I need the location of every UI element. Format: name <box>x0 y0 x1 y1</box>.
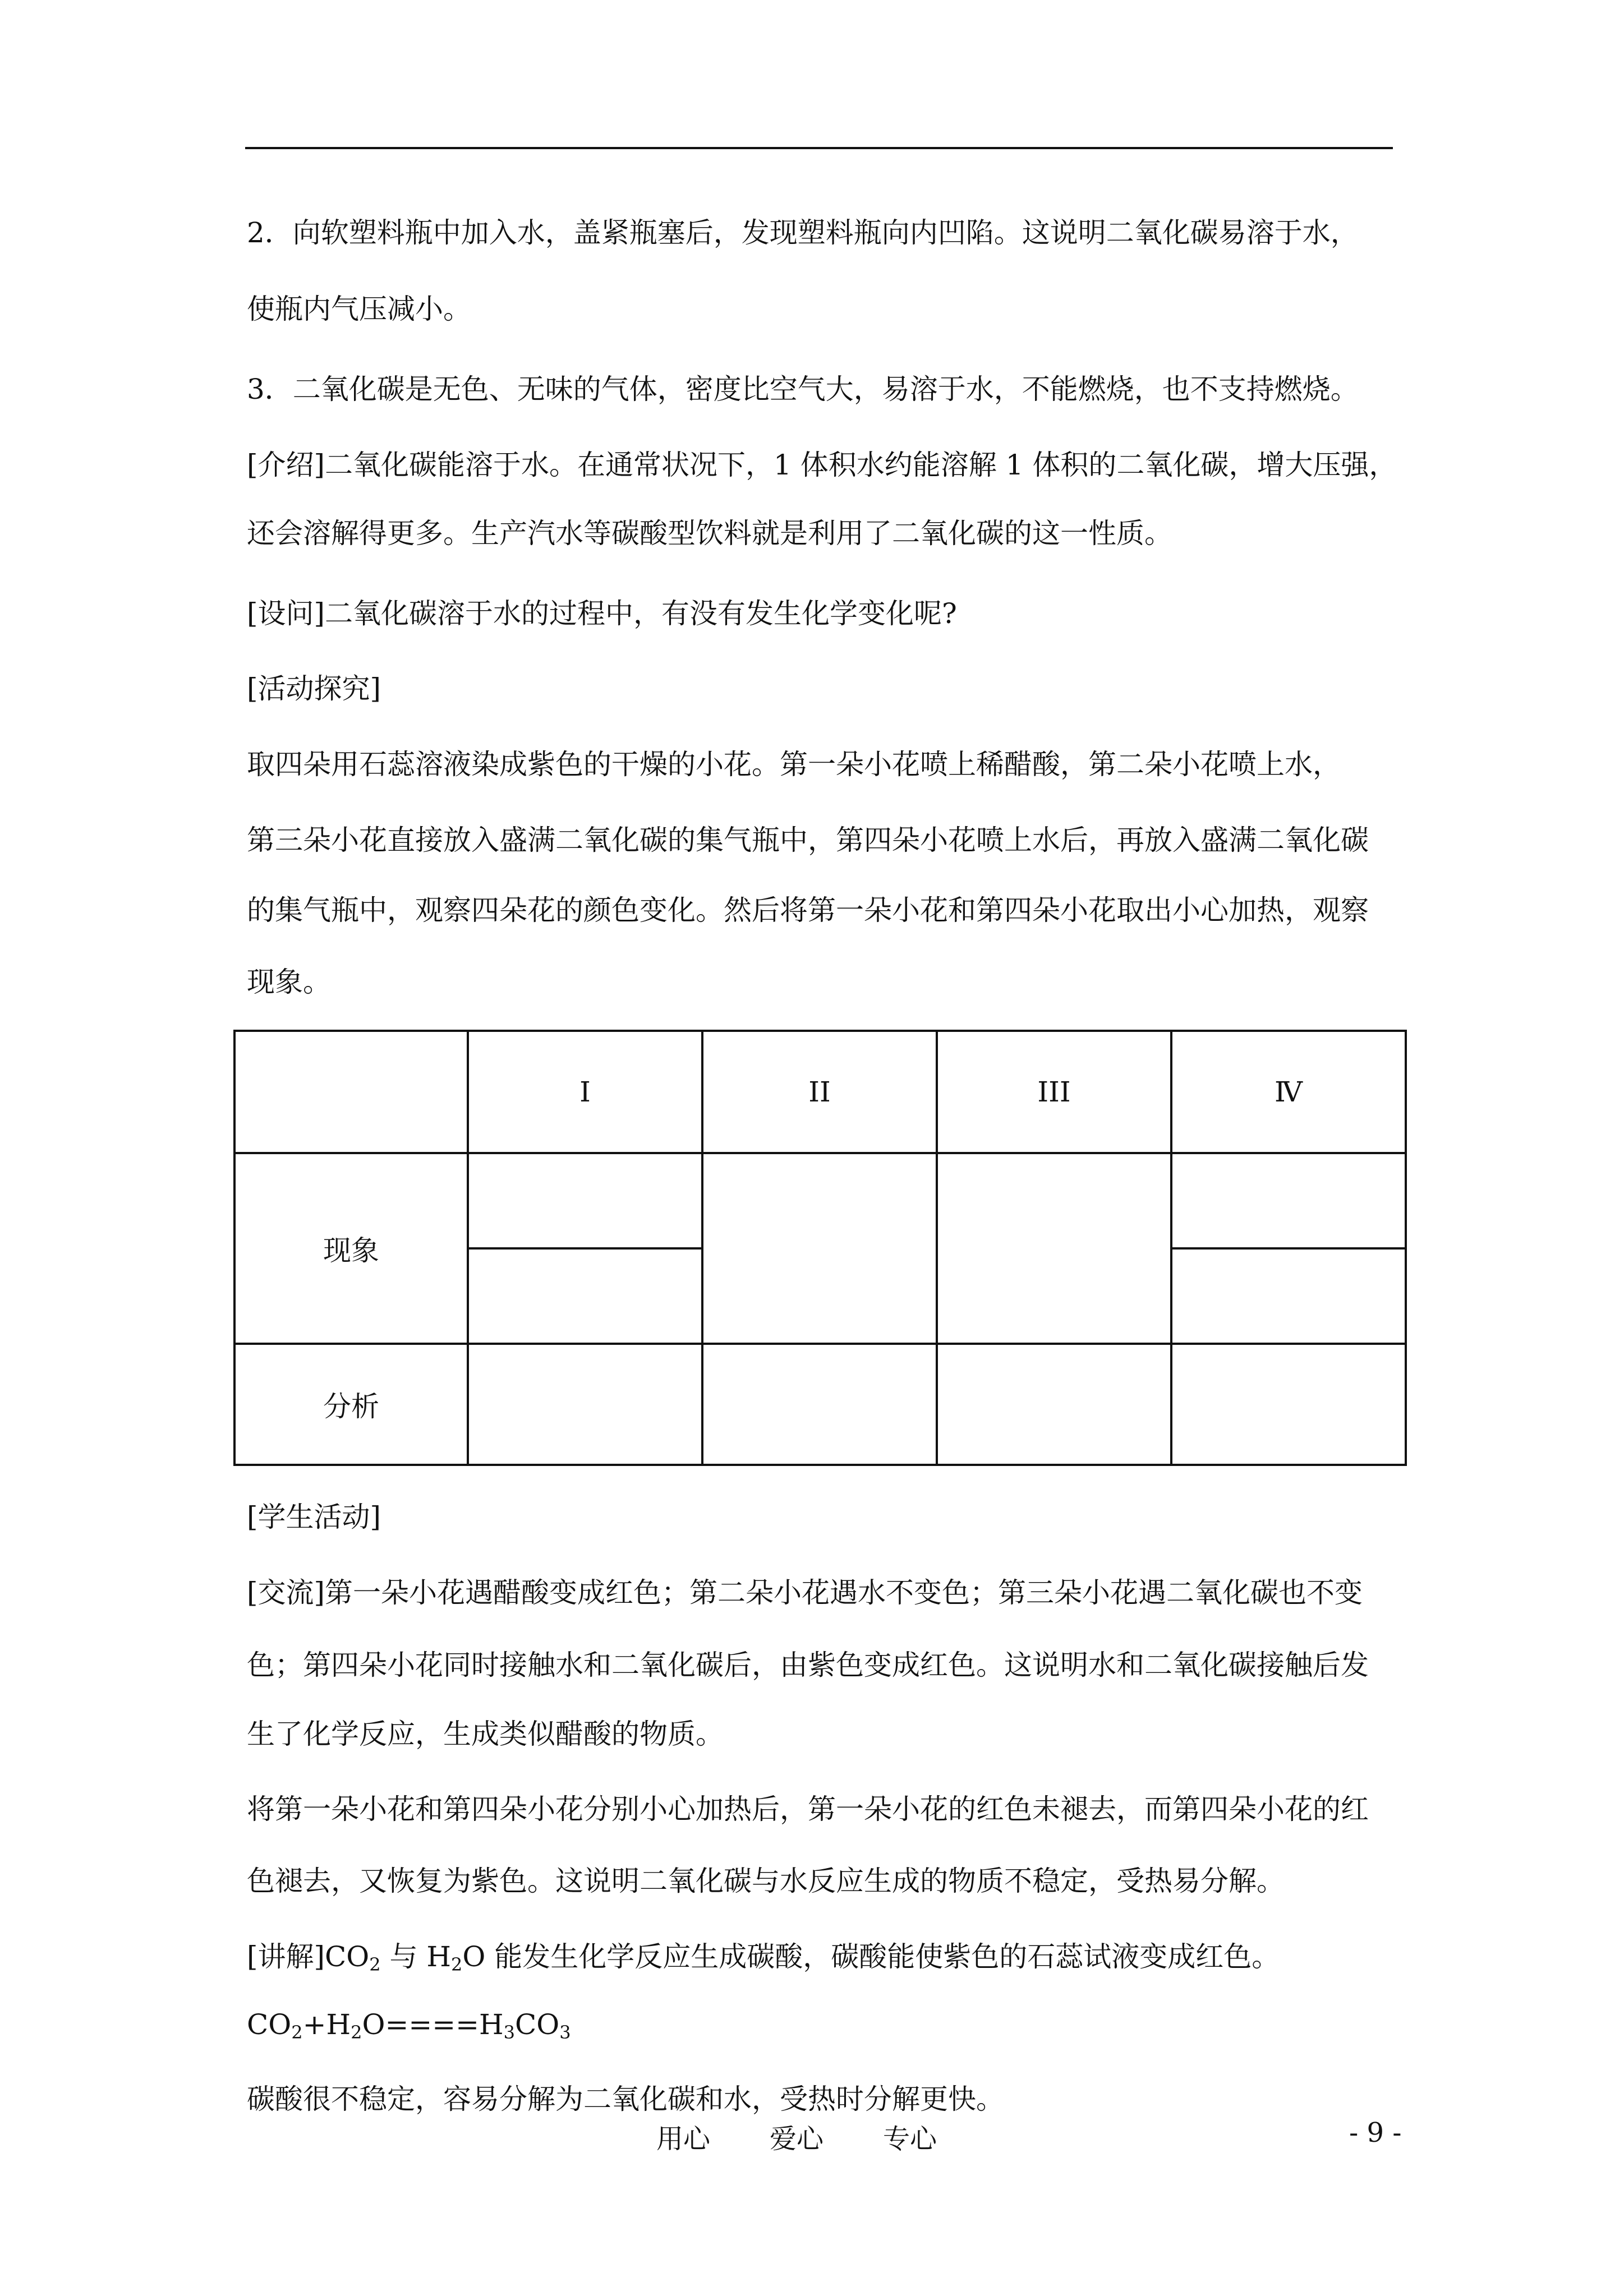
paragraph-line: 现象。 <box>247 966 331 998</box>
table-cell <box>937 1344 1171 1465</box>
paragraph-line: 将第一朵小花和第四朵小花分别小心加热后，第一朵小花的红色未褪去，而第四朵小花的红 <box>247 1793 1369 1825</box>
table-cell <box>702 1153 937 1344</box>
table-header-cell: III <box>937 1031 1171 1153</box>
table-row <box>234 1344 1406 1465</box>
paragraph-line: 第三朵小花直接放入盛满二氧化碳的集气瓶中，第四朵小花喷上水后，再放入盛满二氧化碳 <box>247 824 1369 856</box>
section-heading: [活动探究] <box>247 672 381 705</box>
footer-motto-3: 专心 <box>883 2123 937 2155</box>
paragraph-line: [介绍]二氧化碳能溶于水。在通常状况下，1 体积水约能溶解 1 体积的二氧化碳，增大压强， <box>247 449 1397 481</box>
table-header-row <box>234 1031 1406 1153</box>
paragraph-line: 2．向软塑料瓶中加入水，盖紧瓶塞后，发现塑料瓶向内凹陷。这说明二氧化碳易溶于水， <box>247 216 1359 249</box>
text-run: +H <box>302 2008 351 2041</box>
section-heading: [学生活动] <box>247 1501 381 1533</box>
experiment-table <box>233 1030 1407 1466</box>
table-header-cell: I <box>468 1031 702 1153</box>
subscript: 3 <box>559 2022 571 2043</box>
table-cell <box>937 1153 1171 1344</box>
table-cell <box>1171 1344 1406 1465</box>
table-cell <box>468 1344 702 1465</box>
paragraph-line: 碳酸很不稳定，容易分解为二氧化碳和水，受热时分解更快。 <box>247 2083 1004 2115</box>
paragraph-line: 取四朵用石蕊溶液染成紫色的干燥的小花。第一朵小花喷上稀醋酸，第二朵小花喷上水， <box>247 748 1341 781</box>
paragraph-line: 还会溶解得更多。生产汽水等碳酸型饮料就是利用了二氧化碳的这一性质。 <box>247 517 1172 550</box>
subscript: 3 <box>503 2022 516 2043</box>
text-run: CO <box>247 2008 292 2041</box>
paragraph-line <box>247 1919 1402 1995</box>
paragraph-line: 使瓶内气压减小。 <box>247 293 471 325</box>
chemical-equation <box>247 1986 1402 2063</box>
table-cell <box>468 1153 702 1248</box>
row-label-analysis: 分析 <box>234 1344 468 1465</box>
subscript: 2 <box>451 1954 463 1975</box>
paragraph-line: 3．二氧化碳是无色、无味的气体，密度比空气大，易溶于水，不能燃烧，也不支持燃烧。 <box>247 373 1359 405</box>
text-run: 与 H <box>380 1940 452 1973</box>
table-header-cell: Ⅳ <box>1171 1031 1406 1153</box>
table-header-cell: II <box>702 1031 937 1153</box>
table-cell <box>1171 1153 1406 1248</box>
text-run: [讲解]CO <box>247 1940 370 1973</box>
subscript: 2 <box>291 2022 303 2043</box>
footer-motto-1: 用心 <box>656 2123 711 2155</box>
paragraph-line: 的集气瓶中，观察四朵花的颜色变化。然后将第一朵小花和第四朵小花取出小心加热，观察 <box>247 894 1369 926</box>
paragraph-line: 生了化学反应，生成类似醋酸的物质。 <box>247 1718 724 1750</box>
paragraph-line: 色；第四朵小花同时接触水和二氧化碳后，由紫色变成红色。这说明水和二氧化碳接触后发 <box>247 1649 1369 1681</box>
row-label-phenomenon: 现象 <box>234 1153 468 1344</box>
table-cell <box>468 1248 702 1344</box>
table-cell <box>702 1344 937 1465</box>
text-run: O 能发生化学反应生成碳酸，碳酸能使紫色的石蕊试液变成红色。 <box>462 1940 1280 1973</box>
subscript: 2 <box>351 2022 362 2043</box>
page-number: - 9 - <box>1349 2117 1402 2149</box>
subscript: 2 <box>369 1954 381 1975</box>
footer-motto-2: 爱心 <box>770 2123 824 2155</box>
text-run: CO <box>515 2008 560 2041</box>
paragraph-line: [设问]二氧化碳溶于水的过程中，有没有发生化学变化呢? <box>247 597 957 630</box>
paragraph-line: [交流]第一朵小花遇醋酸变成红色；第二朵小花遇水不变色；第三朵小花遇二氧化碳也不变 <box>247 1576 1363 1609</box>
table-row <box>234 1153 1406 1248</box>
table-cell <box>1171 1248 1406 1344</box>
table-header-cell <box>234 1031 468 1153</box>
header-rule <box>245 147 1393 149</box>
text-run: O====H <box>362 2008 504 2041</box>
paragraph-line: 色褪去，又恢复为紫色。这说明二氧化碳与水反应生成的物质不稳定，受热易分解。 <box>247 1865 1285 1897</box>
